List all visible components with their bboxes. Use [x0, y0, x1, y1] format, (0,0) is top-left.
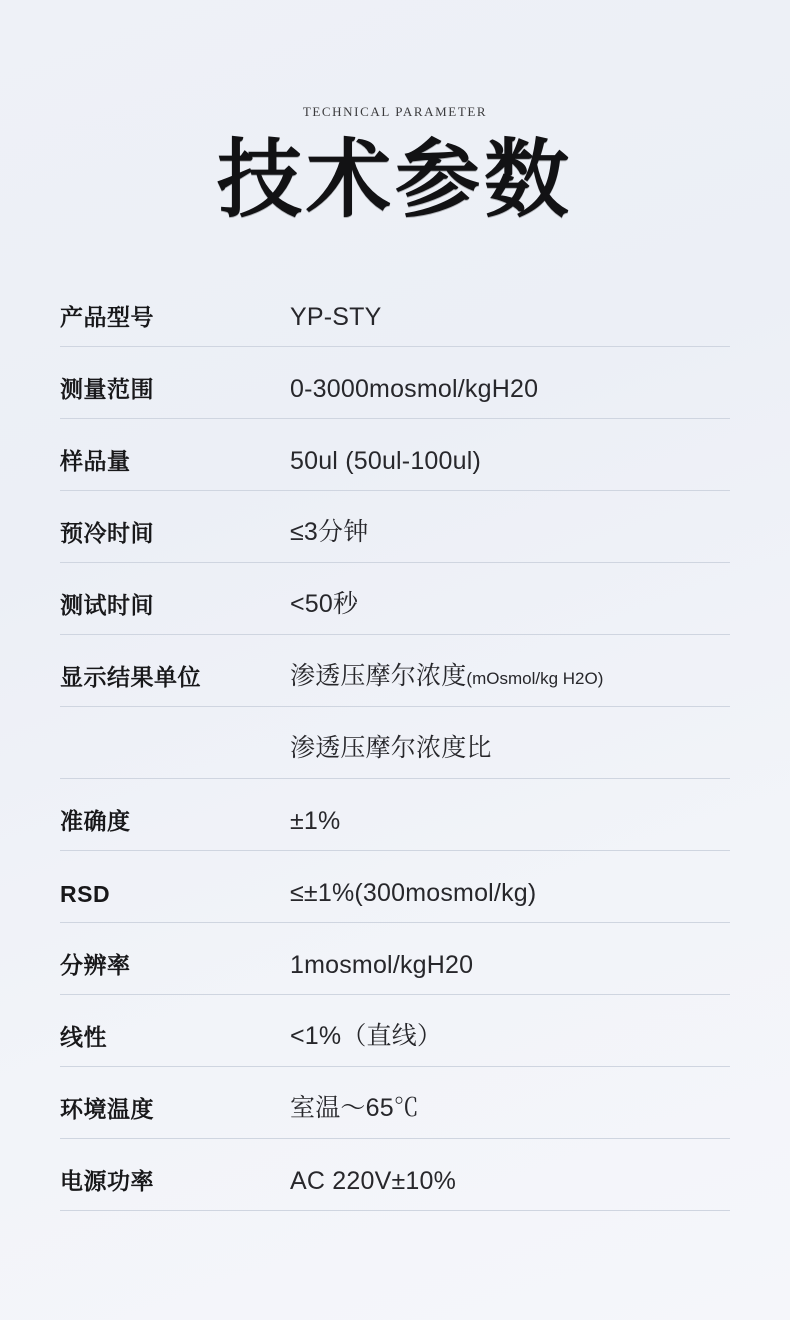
spec-label: 显示结果单位: [60, 664, 201, 691]
table-row: [60, 851, 730, 923]
spec-value-text: 0-3000mosmol/kgH20: [290, 375, 539, 404]
table-row: [60, 275, 730, 347]
spec-value-text: 50ul (50ul-100ul): [290, 447, 482, 476]
page-title: 技术参数: [216, 130, 573, 230]
spec-value-text: 渗透压摩尔浓度: [290, 662, 467, 691]
spec-label: RSD: [60, 881, 111, 908]
spec-value: [290, 447, 730, 490]
spec-value-text: ±1%: [290, 807, 341, 836]
spec-label: 电源功率: [60, 1168, 154, 1195]
spec-value-text: <1%（直线）: [290, 1022, 443, 1051]
spec-label: 样品量: [60, 448, 131, 475]
spec-value: [290, 1167, 730, 1210]
spec-value: [290, 375, 730, 418]
spec-value-text: 室温～65℃: [290, 1094, 420, 1123]
spec-label: 准确度: [60, 808, 131, 835]
table-row: [60, 563, 730, 635]
spec-label: 预冷时间: [60, 520, 154, 547]
table-row: [60, 491, 730, 563]
table-row: [60, 347, 730, 419]
spec-label: 测量范围: [60, 376, 154, 403]
spec-value-text: ≤3分钟: [290, 518, 369, 547]
spec-value: [290, 584, 730, 634]
table-row: [60, 923, 730, 995]
specs-table: [60, 275, 730, 1211]
table-row: [60, 1067, 730, 1139]
table-row: [60, 635, 730, 707]
spec-value-text: AC 220V±10%: [290, 1167, 457, 1196]
spec-value-text: ≤±1%(300mosmol/kg): [290, 879, 537, 908]
spec-value: [290, 807, 730, 850]
spec-value: [290, 951, 730, 994]
spec-value: [290, 728, 730, 778]
spec-value: [290, 512, 730, 562]
spec-label: [60, 764, 290, 778]
spec-value: [290, 303, 730, 346]
table-row: [60, 1139, 730, 1211]
table-row: [60, 779, 730, 851]
spec-value: [290, 1088, 730, 1138]
spec-label: 环境温度: [60, 1096, 154, 1123]
spec-value-text: <50秒: [290, 590, 359, 619]
spec-value-text: YP-STY: [290, 303, 382, 332]
table-row: [60, 419, 730, 491]
table-row: [60, 707, 730, 779]
spec-label: 测试时间: [60, 592, 154, 619]
spec-value-unit: (mOsmol/kg H2O): [466, 669, 604, 689]
spec-value-text: 渗透压摩尔浓度比: [290, 734, 492, 763]
spec-value: [290, 656, 730, 706]
spec-value-text: 1mosmol/kgH20: [290, 951, 474, 980]
spec-value: [290, 879, 730, 922]
table-row: [60, 995, 730, 1067]
spec-label: 产品型号: [60, 304, 154, 331]
spec-value: [290, 1016, 730, 1066]
page-eyebrow: TECHNICAL PARAMETER: [302, 104, 488, 119]
spec-label: 线性: [60, 1024, 107, 1051]
spec-label: 分辨率: [60, 952, 131, 979]
